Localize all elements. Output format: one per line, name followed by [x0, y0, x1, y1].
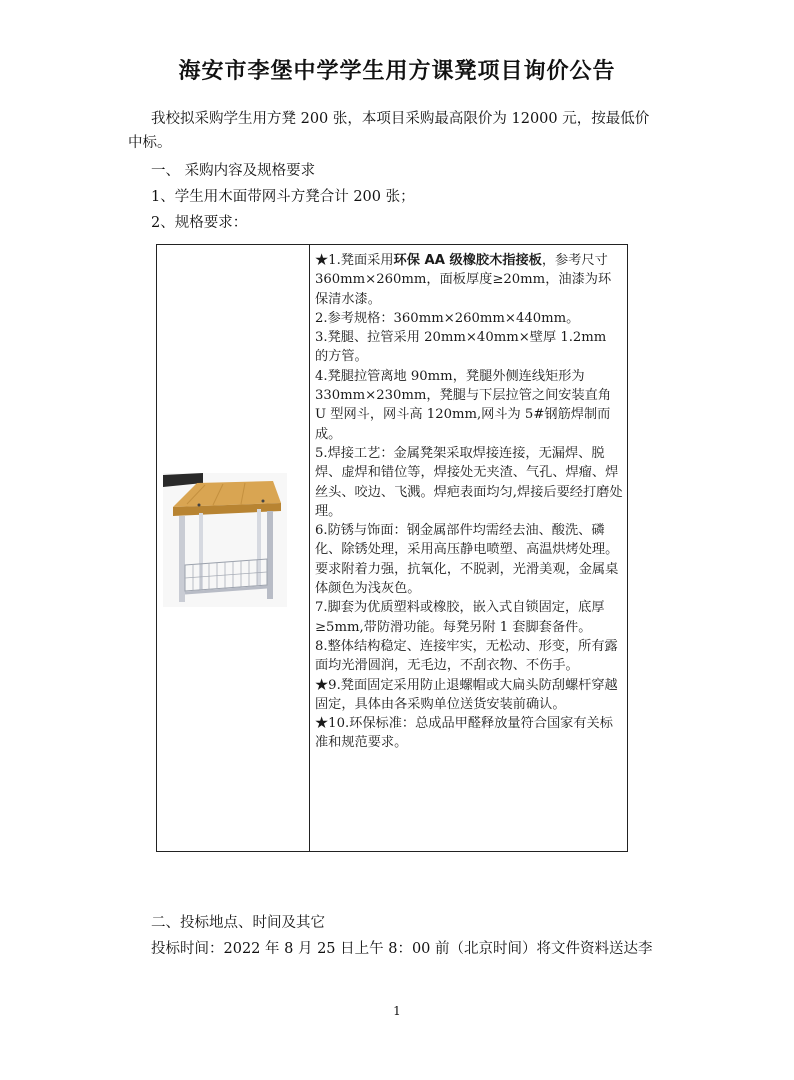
spec-item-10: ★10.环保标准：总成品甲醛释放量符合国家有关标准和规范要求。: [315, 716, 613, 751]
section-2-line-1: 投标时间：2022 年 8 月 25 日上午 8：00 前（北京时间）将文件资料送达李: [151, 941, 653, 957]
product-image-cell: [157, 245, 310, 851]
page-title: 海安市李堡中学学生用方课凳项目询价公告: [178, 59, 616, 84]
intro-paragraph-cont: 中标。: [128, 135, 172, 151]
stool-image: [163, 473, 287, 607]
section-1-item-1: 1、学生用木面带网斗方凳合计 200 张；: [151, 189, 415, 205]
spec-item-1: ★1.凳面采用环保 AA 级橡胶木指接板，参考尺寸 360mm×260mm，面板厚度≥20mm，油漆为环保清水漆。: [315, 253, 612, 307]
spec-item-6: 6.防锈与饰面：钢金属部件均需经去油、酸洗、磷化、除锈处理，采用高压静电喷塑、高温烘烤处理。要求附着力强，抗氧化，不脱剥，光滑美观，金属桌体颜色为浅灰色。: [315, 523, 619, 597]
intro-paragraph: 我校拟采购学生用方凳 200 张，本项目采购最高限价为 12000 元，按最低价: [151, 111, 650, 127]
section-1-item-2: 2、规格要求：: [151, 215, 248, 231]
spec-item-4: 4.凳腿拉管离地 90mm，凳腿外侧连线矩形为 330mm×230mm，凳腿与下层拉管之间安装直角 U 型网斗，网斗高 120mm,网斗为 5#钢筋焊制而成。: [315, 368, 612, 442]
spec-item-8: 8.整体结构稳定、连接牢实，无松动、形变，所有露面均光滑圆润，无毛边，不刮衣物、不伤手。: [315, 638, 618, 674]
spec-table: [156, 244, 628, 852]
spec-item-3: 3.凳腿、拉管采用 20mm×40mm×壁厚 1.2mm 的方管。: [315, 330, 607, 365]
spec-item-7: 7.脚套为优质塑料或橡胶，嵌入式自锁固定，底厚≥5mm,带防滑功能。每凳另附 1 套脚套备件。: [315, 600, 605, 635]
spec-item-2: 2.参考规格：360mm×260mm×440mm。: [315, 310, 580, 326]
section-2-heading: 二、投标地点、时间及其它: [151, 915, 325, 931]
spec-requirements-cell: [315, 251, 623, 753]
spec-item-9: ★9.凳面固定采用防止退螺帽或大扁头防刮螺杆穿越固定，具体由各采购单位送货安装前确认。: [315, 677, 618, 712]
spec-item-1-highlight: 环保 AA 级橡胶木指接板: [393, 253, 542, 268]
page-number: 1: [393, 1004, 401, 1018]
section-1-heading: 一、 采购内容及规格要求: [151, 163, 316, 179]
spec-item-5: 5.焊接工艺：金属凳架采取焊接连接，无漏焊、脱焊、虚焊和错位等，焊接处无夹渣、气孔、焊瘤、焊丝头、咬边、飞溅。焊疤表面均匀,焊接后要经打磨处理。: [315, 445, 623, 519]
